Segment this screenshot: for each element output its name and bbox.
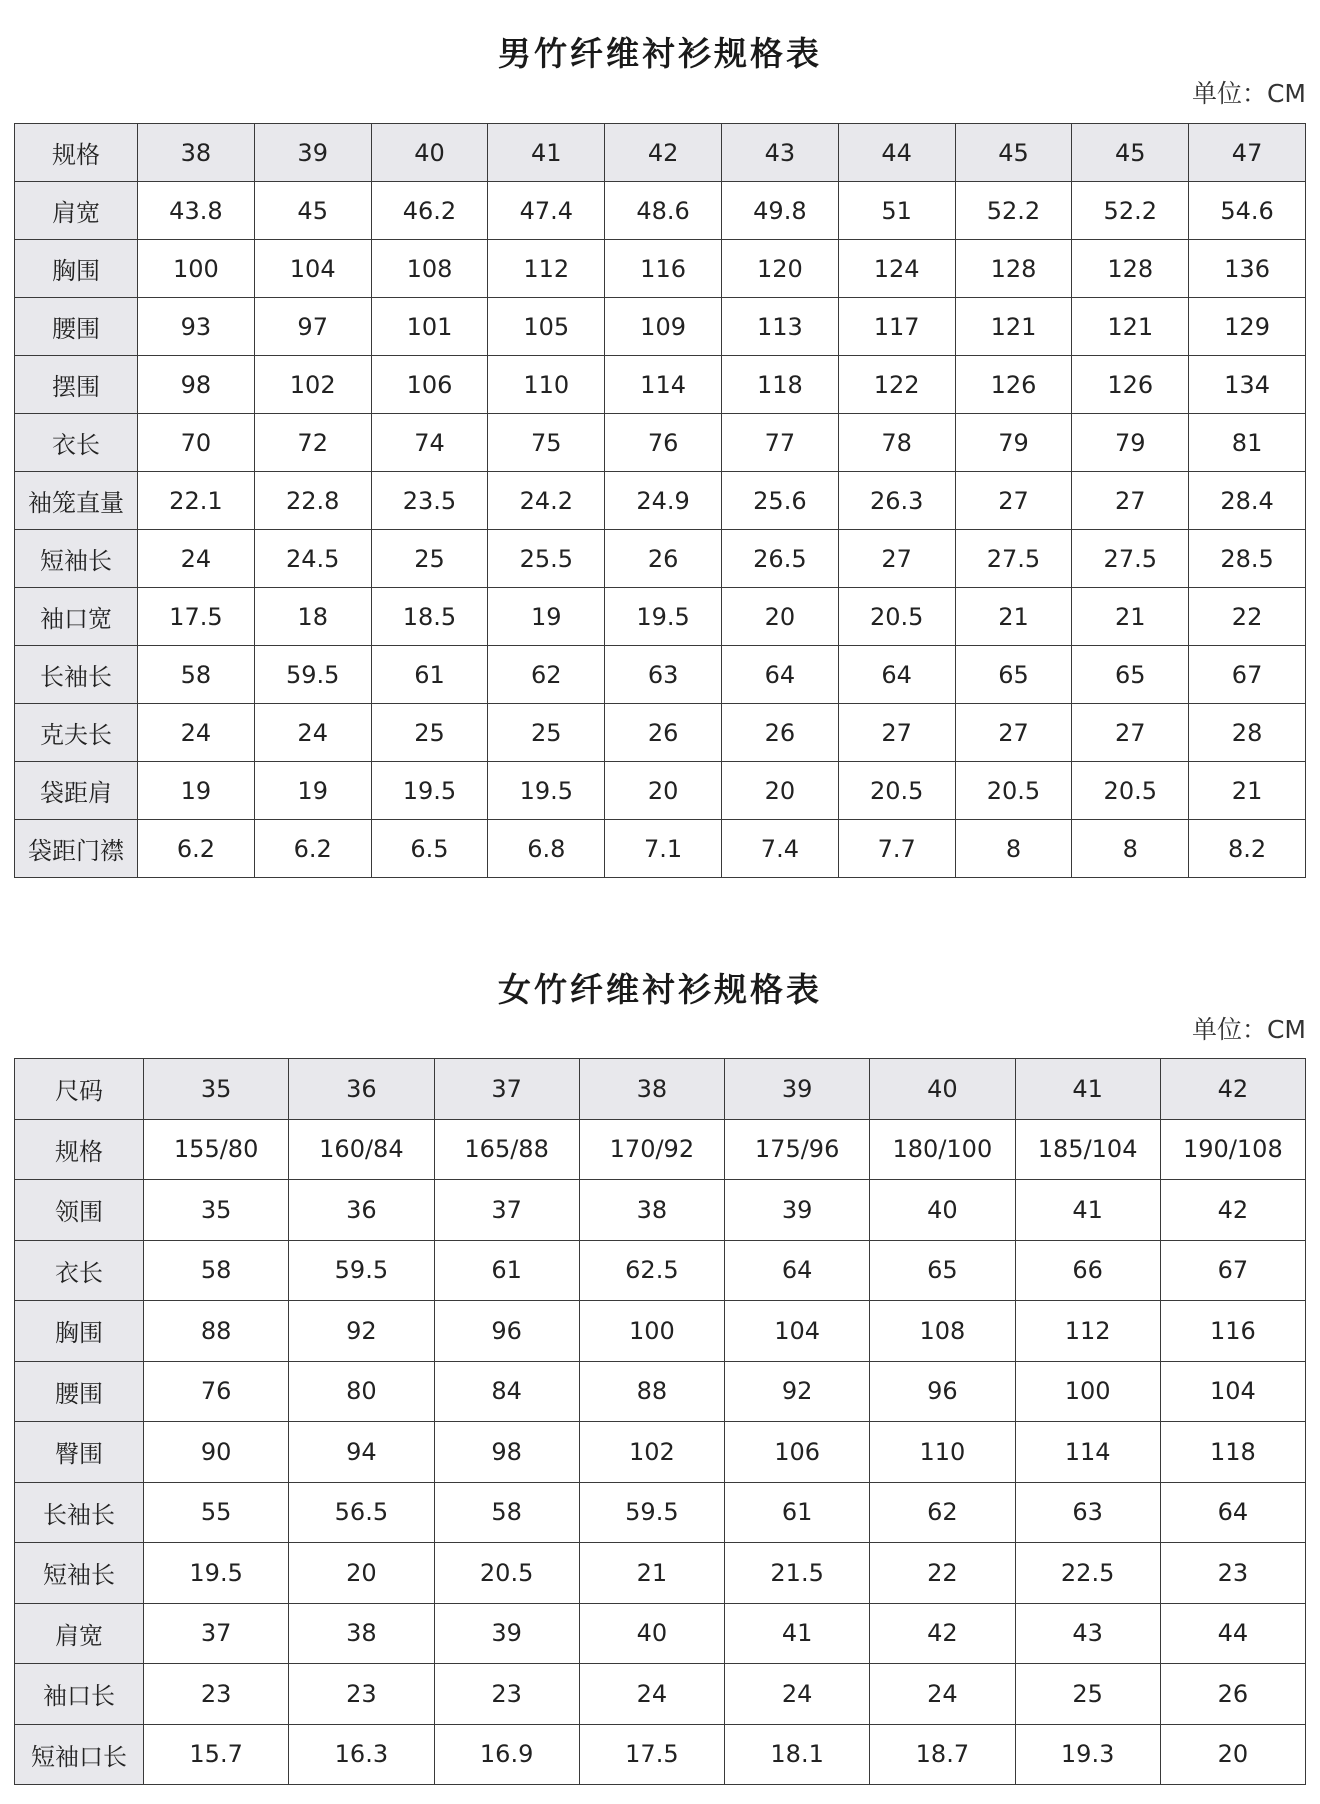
men-table-cell: 67 [1189, 646, 1306, 704]
women-table-cell: 175/96 [725, 1119, 870, 1180]
women-table-cell: 185/104 [1015, 1119, 1160, 1180]
women-table-cell: 180/100 [870, 1119, 1015, 1180]
women-header-cell: 39 [725, 1059, 870, 1120]
men-table-cell: 49.8 [721, 182, 838, 240]
women-table-cell: 41 [725, 1603, 870, 1664]
women-row-label: 短袖长 [15, 1543, 144, 1604]
men-header-cell: 45 [955, 124, 1072, 182]
men-table-cell: 77 [721, 414, 838, 472]
men-table-cell: 20 [721, 762, 838, 820]
men-header-cell: 38 [138, 124, 255, 182]
women-table-cell: 19.5 [144, 1543, 289, 1604]
men-table-cell: 25 [371, 530, 488, 588]
women-table-cell: 16.3 [289, 1724, 434, 1785]
women-table-cell: 59.5 [579, 1482, 724, 1543]
women-table-row [15, 1301, 1306, 1362]
women-table-cell: 20 [289, 1543, 434, 1604]
women-table-cell: 92 [289, 1301, 434, 1362]
women-table-row [15, 1422, 1306, 1483]
men-table-cell: 64 [838, 646, 955, 704]
men-table-cell: 21 [1072, 588, 1189, 646]
women-table-cell: 165/88 [434, 1119, 579, 1180]
men-table-cell: 126 [1072, 356, 1189, 414]
men-table-cell: 19.5 [605, 588, 722, 646]
men-table-cell: 18 [254, 588, 371, 646]
women-table-cell: 94 [289, 1422, 434, 1483]
men-table-cell: 46.2 [371, 182, 488, 240]
women-table-cell: 64 [725, 1240, 870, 1301]
women-table-cell: 24 [725, 1664, 870, 1725]
men-table-cell: 20.5 [1072, 762, 1189, 820]
men-table-cell: 97 [254, 298, 371, 356]
men-header-cell: 41 [488, 124, 605, 182]
men-header-cell: 39 [254, 124, 371, 182]
men-header-cell: 45 [1072, 124, 1189, 182]
men-table-cell: 26 [721, 704, 838, 762]
men-table-cell: 58 [138, 646, 255, 704]
men-table-row [15, 240, 1306, 298]
women-table-cell: 25 [1015, 1664, 1160, 1725]
men-table-cell: 116 [605, 240, 722, 298]
men-table-cell: 26 [605, 530, 722, 588]
men-table-row [15, 588, 1306, 646]
men-table-cell: 21 [1189, 762, 1306, 820]
women-table-row [15, 1361, 1306, 1422]
men-table-cell: 126 [955, 356, 1072, 414]
women-table-cell: 36 [289, 1180, 434, 1241]
women-header-cell: 36 [289, 1059, 434, 1120]
women-table-cell: 118 [1160, 1422, 1305, 1483]
men-table-cell: 8.2 [1189, 820, 1306, 878]
men-table-cell: 7.4 [721, 820, 838, 878]
women-table-cell: 55 [144, 1482, 289, 1543]
men-table-cell: 72 [254, 414, 371, 472]
men-table-cell: 121 [955, 298, 1072, 356]
men-table-cell: 23.5 [371, 472, 488, 530]
men-table-cell: 8 [955, 820, 1072, 878]
women-table-cell: 61 [434, 1240, 579, 1301]
men-table-cell: 128 [1072, 240, 1189, 298]
women-header-cell: 38 [579, 1059, 724, 1120]
women-table-row [15, 1180, 1306, 1241]
women-table-cell: 19.3 [1015, 1724, 1160, 1785]
women-table-cell: 18.7 [870, 1724, 1015, 1785]
women-table-cell: 38 [289, 1603, 434, 1664]
women-table-cell: 40 [579, 1603, 724, 1664]
women-table-cell: 43 [1015, 1603, 1160, 1664]
women-table-cell: 56.5 [289, 1482, 434, 1543]
women-header-cell: 40 [870, 1059, 1015, 1120]
men-header-cell: 40 [371, 124, 488, 182]
women-table-cell: 84 [434, 1361, 579, 1422]
women-table-cell: 106 [725, 1422, 870, 1483]
men-table-cell: 121 [1072, 298, 1189, 356]
men-row-label: 袋距肩 [15, 762, 138, 820]
men-table-row [15, 298, 1306, 356]
men-table-cell: 24 [138, 530, 255, 588]
women-table-cell: 18.1 [725, 1724, 870, 1785]
men-table-cell: 120 [721, 240, 838, 298]
men-header-label: 规格 [15, 124, 138, 182]
women-table-cell: 22 [870, 1543, 1015, 1604]
women-table-cell: 26 [1160, 1664, 1305, 1725]
women-table-cell: 21 [579, 1543, 724, 1604]
women-table-cell: 62.5 [579, 1240, 724, 1301]
men-table-cell: 136 [1189, 240, 1306, 298]
men-table-cell: 22.1 [138, 472, 255, 530]
women-table-cell: 23 [144, 1664, 289, 1725]
women-table-cell: 24 [579, 1664, 724, 1725]
women-table-cell: 15.7 [144, 1724, 289, 1785]
men-table-cell: 27.5 [955, 530, 1072, 588]
men-table-cell: 52.2 [955, 182, 1072, 240]
men-table-row [15, 530, 1306, 588]
women-row-label: 短袖口长 [15, 1724, 144, 1785]
men-table-cell: 76 [605, 414, 722, 472]
men-table-cell: 101 [371, 298, 488, 356]
men-table-cell: 27 [1072, 704, 1189, 762]
men-row-label: 摆围 [15, 356, 138, 414]
men-table-cell: 21 [955, 588, 1072, 646]
men-table-cell: 18.5 [371, 588, 488, 646]
men-table-cell: 59.5 [254, 646, 371, 704]
women-row-label: 长袖长 [15, 1482, 144, 1543]
men-table-cell: 98 [138, 356, 255, 414]
men-unit-label: 单位：CM [1191, 79, 1306, 108]
women-table-row [15, 1119, 1306, 1180]
men-table-cell: 20.5 [838, 762, 955, 820]
women-table-cell: 44 [1160, 1603, 1305, 1664]
men-table-cell: 27 [838, 704, 955, 762]
women-table-cell: 88 [579, 1361, 724, 1422]
men-table-cell: 25.5 [488, 530, 605, 588]
men-table-cell: 25 [371, 704, 488, 762]
men-table-cell: 54.6 [1189, 182, 1306, 240]
women-table-cell: 64 [1160, 1482, 1305, 1543]
men-table-row [15, 472, 1306, 530]
men-table-cell: 63 [605, 646, 722, 704]
men-table-cell: 27.5 [1072, 530, 1189, 588]
women-table-cell: 66 [1015, 1240, 1160, 1301]
women-table-cell: 110 [870, 1422, 1015, 1483]
women-table-cell: 59.5 [289, 1240, 434, 1301]
men-header-row [15, 124, 1306, 182]
men-table-cell: 134 [1189, 356, 1306, 414]
women-row-label: 肩宽 [15, 1603, 144, 1664]
men-table-cell: 61 [371, 646, 488, 704]
men-table-row [15, 704, 1306, 762]
men-table-cell: 20.5 [955, 762, 1072, 820]
women-table-cell: 88 [144, 1301, 289, 1362]
women-table-cell: 58 [144, 1240, 289, 1301]
men-row-label: 袖笼直量 [15, 472, 138, 530]
men-table-cell: 114 [605, 356, 722, 414]
women-table-cell: 104 [725, 1301, 870, 1362]
men-spec-table [14, 123, 1306, 878]
men-table-cell: 64 [721, 646, 838, 704]
women-table-cell: 24 [870, 1664, 1015, 1725]
women-table-cell: 61 [725, 1482, 870, 1543]
men-table-cell: 27 [838, 530, 955, 588]
women-table-cell: 37 [434, 1180, 579, 1241]
women-row-label: 领围 [15, 1180, 144, 1241]
men-table-cell: 112 [488, 240, 605, 298]
women-table-cell: 20 [1160, 1724, 1305, 1785]
women-table-row [15, 1603, 1306, 1664]
men-row-label: 衣长 [15, 414, 138, 472]
women-table-cell: 104 [1160, 1361, 1305, 1422]
women-table-row [15, 1543, 1306, 1604]
men-table-cell: 27 [955, 704, 1072, 762]
men-table-row [15, 762, 1306, 820]
women-table-cell: 100 [1015, 1361, 1160, 1422]
men-table-cell: 24.2 [488, 472, 605, 530]
men-table-cell: 8 [1072, 820, 1189, 878]
men-table-cell: 79 [1072, 414, 1189, 472]
women-header-label: 尺码 [15, 1059, 144, 1120]
men-table-cell: 45 [254, 182, 371, 240]
men-table-cell: 43.8 [138, 182, 255, 240]
men-table-cell: 122 [838, 356, 955, 414]
women-unit-label: 单位：CM [1191, 1015, 1306, 1044]
women-table-cell: 114 [1015, 1422, 1160, 1483]
men-table-cell: 124 [838, 240, 955, 298]
women-table-cell: 90 [144, 1422, 289, 1483]
men-table-cell: 19 [254, 762, 371, 820]
women-table-cell: 38 [579, 1180, 724, 1241]
women-table-cell: 100 [579, 1301, 724, 1362]
women-table-cell: 39 [434, 1603, 579, 1664]
women-row-label: 腰围 [15, 1361, 144, 1422]
men-table-cell: 78 [838, 414, 955, 472]
women-header-cell: 35 [144, 1059, 289, 1120]
women-table-cell: 37 [144, 1603, 289, 1664]
women-table-cell: 155/80 [144, 1119, 289, 1180]
men-table-cell: 26 [605, 704, 722, 762]
women-table-cell: 39 [725, 1180, 870, 1241]
men-table-cell: 62 [488, 646, 605, 704]
men-table-cell: 51 [838, 182, 955, 240]
men-table-cell: 22 [1189, 588, 1306, 646]
men-table-cell: 100 [138, 240, 255, 298]
women-table-cell: 41 [1015, 1180, 1160, 1241]
men-table-cell: 113 [721, 298, 838, 356]
men-table-cell: 47.4 [488, 182, 605, 240]
women-table-cell: 21.5 [725, 1543, 870, 1604]
men-table-cell: 20 [605, 762, 722, 820]
women-table-cell: 35 [144, 1180, 289, 1241]
women-table-cell: 190/108 [1160, 1119, 1305, 1180]
women-table-cell: 76 [144, 1361, 289, 1422]
men-table-cell: 19 [138, 762, 255, 820]
men-table-cell: 26.5 [721, 530, 838, 588]
men-table-cell: 7.1 [605, 820, 722, 878]
women-header-cell: 41 [1015, 1059, 1160, 1120]
men-row-label: 长袖长 [15, 646, 138, 704]
men-table-cell: 27 [1072, 472, 1189, 530]
women-table-cell: 80 [289, 1361, 434, 1422]
men-table-cell: 109 [605, 298, 722, 356]
men-table-cell: 65 [1072, 646, 1189, 704]
men-header-cell: 42 [605, 124, 722, 182]
women-table-cell: 62 [870, 1482, 1015, 1543]
women-table-cell: 63 [1015, 1482, 1160, 1543]
men-table-cell: 52.2 [1072, 182, 1189, 240]
men-table-cell: 24.5 [254, 530, 371, 588]
women-table-title: 女竹纤维衬衫规格表 [498, 970, 822, 1009]
men-table-cell: 28 [1189, 704, 1306, 762]
men-header-cell: 43 [721, 124, 838, 182]
women-header-row [15, 1059, 1306, 1120]
men-table-cell: 70 [138, 414, 255, 472]
men-row-label: 袖口宽 [15, 588, 138, 646]
women-table-cell: 116 [1160, 1301, 1305, 1362]
women-table-cell: 42 [870, 1603, 1015, 1664]
women-table-cell: 160/84 [289, 1119, 434, 1180]
men-header-cell: 44 [838, 124, 955, 182]
men-table-cell: 6.2 [138, 820, 255, 878]
men-table-cell: 24 [254, 704, 371, 762]
women-table-cell: 96 [434, 1301, 579, 1362]
men-table-row [15, 414, 1306, 472]
men-table-cell: 105 [488, 298, 605, 356]
men-table-cell: 65 [955, 646, 1072, 704]
women-table-cell: 58 [434, 1482, 579, 1543]
women-table-cell: 40 [870, 1180, 1015, 1241]
women-table-cell: 112 [1015, 1301, 1160, 1362]
men-table-title: 男竹纤维衬衫规格表 [498, 34, 822, 73]
men-table-row [15, 820, 1306, 878]
women-table-row [15, 1664, 1306, 1725]
women-table-cell: 42 [1160, 1180, 1305, 1241]
women-table-cell: 65 [870, 1240, 1015, 1301]
men-table-row [15, 182, 1306, 240]
men-table-cell: 24 [138, 704, 255, 762]
men-table-cell: 19.5 [488, 762, 605, 820]
men-table-cell: 7.7 [838, 820, 955, 878]
men-table-cell: 118 [721, 356, 838, 414]
women-row-label: 规格 [15, 1119, 144, 1180]
men-table-cell: 93 [138, 298, 255, 356]
men-table-cell: 20 [721, 588, 838, 646]
men-row-label: 袋距门襟 [15, 820, 138, 878]
men-table-cell: 28.4 [1189, 472, 1306, 530]
men-table-cell: 20.5 [838, 588, 955, 646]
men-table-cell: 27 [955, 472, 1072, 530]
women-row-label: 衣长 [15, 1240, 144, 1301]
women-table-row [15, 1240, 1306, 1301]
men-row-label: 肩宽 [15, 182, 138, 240]
women-spec-table [14, 1058, 1306, 1785]
men-header-cell: 47 [1189, 124, 1306, 182]
men-table-cell: 102 [254, 356, 371, 414]
men-table-cell: 24.9 [605, 472, 722, 530]
women-row-label: 臀围 [15, 1422, 144, 1483]
women-table-cell: 20.5 [434, 1543, 579, 1604]
men-row-label: 腰围 [15, 298, 138, 356]
men-table-cell: 108 [371, 240, 488, 298]
women-header-cell: 42 [1160, 1059, 1305, 1120]
men-table-cell: 19.5 [371, 762, 488, 820]
men-table-cell: 79 [955, 414, 1072, 472]
men-table-cell: 117 [838, 298, 955, 356]
men-table-cell: 104 [254, 240, 371, 298]
women-table-cell: 16.9 [434, 1724, 579, 1785]
men-table-cell: 25.6 [721, 472, 838, 530]
women-table-cell: 96 [870, 1361, 1015, 1422]
men-table-cell: 28.5 [1189, 530, 1306, 588]
men-table-cell: 110 [488, 356, 605, 414]
men-table-row [15, 646, 1306, 704]
women-table-cell: 170/92 [579, 1119, 724, 1180]
men-table-cell: 129 [1189, 298, 1306, 356]
women-row-label: 胸围 [15, 1301, 144, 1362]
women-row-label: 袖口长 [15, 1664, 144, 1725]
men-table-cell: 106 [371, 356, 488, 414]
men-row-label: 短袖长 [15, 530, 138, 588]
men-table-cell: 26.3 [838, 472, 955, 530]
women-table-cell: 23 [434, 1664, 579, 1725]
men-table-cell: 6.5 [371, 820, 488, 878]
women-table-cell: 23 [1160, 1543, 1305, 1604]
men-table-cell: 74 [371, 414, 488, 472]
women-table-cell: 102 [579, 1422, 724, 1483]
women-table-cell: 22.5 [1015, 1543, 1160, 1604]
women-table-cell: 17.5 [579, 1724, 724, 1785]
men-row-label: 克夫长 [15, 704, 138, 762]
men-table-cell: 81 [1189, 414, 1306, 472]
women-table-cell: 98 [434, 1422, 579, 1483]
women-table-cell: 108 [870, 1301, 1015, 1362]
men-table-row [15, 356, 1306, 414]
men-table-cell: 6.2 [254, 820, 371, 878]
men-table-cell: 128 [955, 240, 1072, 298]
men-table-cell: 19 [488, 588, 605, 646]
women-table-cell: 67 [1160, 1240, 1305, 1301]
women-table-row [15, 1482, 1306, 1543]
men-row-label: 胸围 [15, 240, 138, 298]
women-header-cell: 37 [434, 1059, 579, 1120]
men-table-cell: 22.8 [254, 472, 371, 530]
men-table-cell: 17.5 [138, 588, 255, 646]
women-table-row [15, 1724, 1306, 1785]
women-table-cell: 23 [289, 1664, 434, 1725]
women-table-cell: 92 [725, 1361, 870, 1422]
men-table-cell: 6.8 [488, 820, 605, 878]
men-table-cell: 75 [488, 414, 605, 472]
men-table-cell: 25 [488, 704, 605, 762]
men-table-cell: 48.6 [605, 182, 722, 240]
